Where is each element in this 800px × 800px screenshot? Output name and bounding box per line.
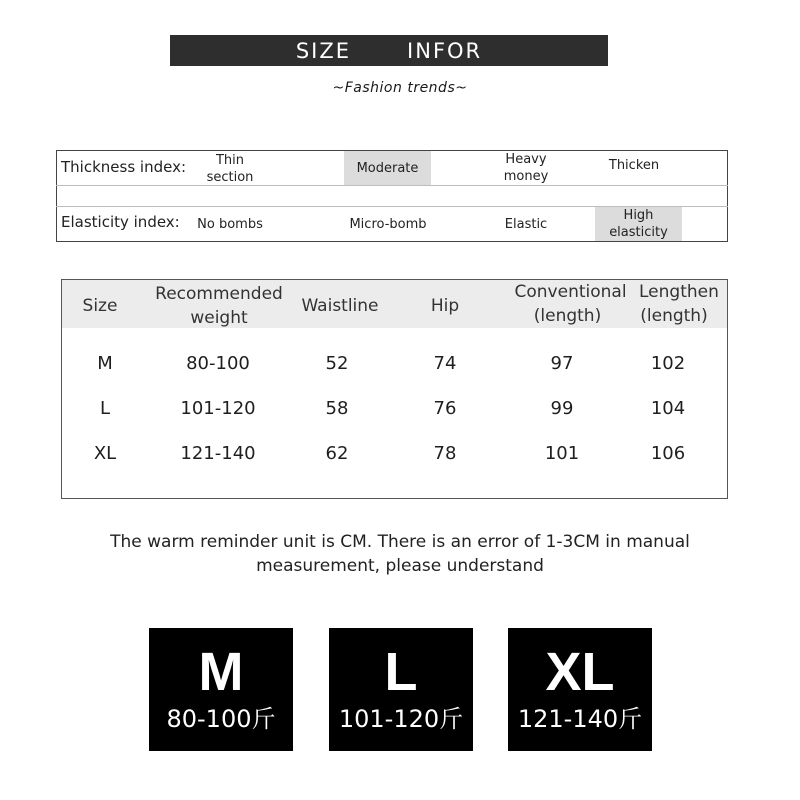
table-cell-hip: 74 — [433, 353, 457, 374]
page-subtitle: ~Fashion trends~ — [332, 80, 468, 96]
header-lengthen-length: Lengthen (length) — [639, 282, 719, 326]
table-cell-size: L — [99, 398, 111, 419]
table-cell-conventional: 99 — [550, 398, 574, 419]
table-cell-size: M — [97, 353, 113, 374]
table-cell-weight: 101-120 — [180, 398, 256, 419]
size-tile-xl — [508, 628, 652, 751]
table-cell-waistline: 62 — [325, 443, 349, 464]
tile-size-label: L — [384, 642, 418, 702]
page-title: SIZE INFOR — [295, 38, 483, 63]
size-tile-l — [329, 628, 473, 751]
measurement-note: The warm reminder unit is CM. There is an error of 1-3CM in manual measurement, please understand — [110, 532, 690, 576]
table-cell-waistline: 58 — [325, 398, 349, 419]
thickness-option-heavy: Heavy money — [503, 152, 549, 184]
table-cell-lengthen: 104 — [650, 398, 686, 419]
size-tile-m — [149, 628, 293, 751]
header-waistline: Waistline — [301, 296, 379, 316]
header-conventional-length: Conventional (length) — [514, 282, 627, 326]
header-recommended-weight: Recommended weight — [155, 284, 283, 328]
tile-weight-label: 80-100斤 — [166, 705, 276, 733]
index-separator-row — [56, 185, 728, 207]
table-cell-weight: 80-100 — [186, 353, 250, 374]
table-cell-hip: 76 — [433, 398, 457, 419]
table-cell-weight: 121-140 — [180, 443, 256, 464]
header-size: Size — [82, 296, 118, 316]
table-cell-size: XL — [93, 443, 117, 464]
table-cell-conventional: 97 — [550, 353, 574, 374]
thickness-option-moderate: Moderate — [344, 151, 431, 185]
page-title-banner — [170, 35, 608, 66]
table-cell-conventional: 101 — [544, 443, 580, 464]
table-cell-hip: 78 — [433, 443, 457, 464]
tile-size-label: XL — [545, 642, 615, 702]
elasticity-option-no-bombs: No bombs — [197, 216, 263, 232]
table-cell-waistline: 52 — [325, 353, 349, 374]
thickness-label: Thickness index: — [61, 158, 186, 176]
tile-weight-label: 121-140斤 — [517, 705, 643, 733]
tile-size-label: M — [198, 642, 244, 702]
elasticity-label: Elasticity index: — [61, 213, 180, 231]
elasticity-option-micro-bomb: Micro-bomb — [349, 216, 427, 232]
header-hip: Hip — [430, 296, 460, 316]
elasticity-option-high: High elasticity — [595, 207, 682, 241]
table-cell-lengthen: 106 — [650, 443, 686, 464]
table-cell-lengthen: 102 — [650, 353, 686, 374]
thickness-option-thin: Thin section — [206, 153, 254, 185]
elasticity-option-elastic: Elastic — [504, 216, 548, 232]
tile-weight-label: 101-120斤 — [338, 705, 464, 733]
thickness-option-thicken: Thicken — [608, 157, 660, 173]
